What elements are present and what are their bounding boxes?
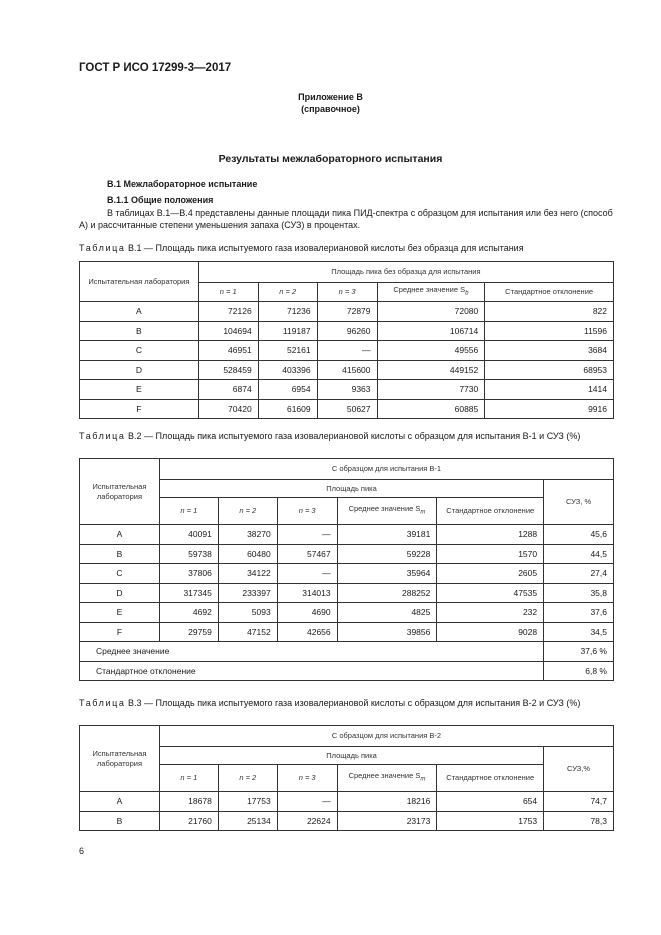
table3-suz-header: СУЗ,% (544, 747, 614, 792)
table2-mean-row-value: 37,6 % (544, 642, 614, 662)
lab-cell: D (80, 360, 199, 380)
suz-cell: 74,7 (544, 792, 614, 812)
table1-group-header: Площадь пика без образца для испытания (198, 262, 613, 283)
table2-mean-row (80, 642, 614, 662)
suz-cell: 78,3 (544, 811, 614, 831)
lab-cell: F (80, 622, 160, 642)
n3-cell: 9363 (317, 380, 377, 400)
table2-caption-text: В.2 — Площадь пика испытуемого газа изовалериановой кислоты с образцом для испытания В-1 и СУЗ (%) (125, 431, 581, 441)
suz-cell: 27,4 (544, 564, 614, 584)
lab-cell: B (80, 544, 160, 564)
std-cell: 1570 (437, 544, 544, 564)
table3-n3-header: n = 3 (277, 765, 337, 792)
n3-cell: 96260 (317, 321, 377, 341)
table3-caption (79, 697, 617, 710)
lab-cell: E (80, 380, 199, 400)
n2-cell: 38270 (218, 525, 277, 545)
n1-cell: 37806 (159, 564, 218, 584)
table2 (79, 458, 614, 681)
table3-mean-header-sub: m (420, 776, 426, 783)
table3-group-header: С образцом для испытания В-2 (159, 726, 613, 747)
std-cell: 1753 (437, 811, 544, 831)
table-row (80, 811, 614, 831)
mean-cell: 288252 (337, 583, 437, 603)
n2-cell: 6954 (258, 380, 317, 400)
n1-cell: 70420 (198, 399, 258, 419)
table3-mean-header-text: Среднее значение S (348, 771, 421, 781)
n3-cell: 72879 (317, 302, 377, 322)
page-number: 6 (79, 846, 85, 856)
n1-cell: 4692 (159, 603, 218, 623)
table2-suz-header: СУЗ, % (544, 480, 614, 525)
std-cell: 232 (437, 603, 544, 623)
table-row (80, 360, 614, 380)
suz-cell: 34,5 (544, 622, 614, 642)
mean-cell: 449152 (377, 360, 485, 380)
std-cell: 47535 (437, 583, 544, 603)
lab-cell: E (80, 603, 160, 623)
table3-std-header: Стандартное отклонение (437, 765, 544, 792)
table-row (80, 544, 614, 564)
table-row (80, 302, 614, 322)
table2-peak-area-header: Площадь пика (159, 480, 543, 498)
table1-std-header: Стандартное отклонение (485, 283, 614, 302)
lab-cell: C (80, 564, 160, 584)
lab-cell: B (80, 321, 199, 341)
n2-cell: 52161 (258, 341, 317, 361)
table3-lab-header: Испытательная лаборатория (80, 726, 160, 792)
mean-cell: 106714 (377, 321, 485, 341)
table3 (79, 725, 614, 831)
mean-cell: 49556 (377, 341, 485, 361)
lab-cell: A (80, 302, 199, 322)
n1-cell: 528459 (198, 360, 258, 380)
n2-cell: 17753 (218, 792, 277, 812)
table2-caption-label: Таблица (79, 431, 126, 441)
table1-caption-label: Таблица (79, 243, 126, 253)
table2-group-header: С образцом для испытания В-1 (159, 459, 613, 480)
table2-n3-header: n = 3 (277, 498, 337, 525)
table2-std-row (80, 661, 614, 681)
annex-subtitle: (справочное) (301, 104, 360, 114)
mean-cell: 60885 (377, 399, 485, 419)
mean-cell: 39856 (337, 622, 437, 642)
table-row (80, 564, 614, 584)
mean-cell: 4825 (337, 603, 437, 623)
table3-caption-text: В.3 — Площадь пика испытуемого газа изовалериановой кислоты с образцом для испытания В-2 и СУЗ (%) (125, 698, 581, 708)
table2-n1-header: n = 1 (159, 498, 218, 525)
intro-paragraph (79, 207, 617, 231)
n3-cell: — (277, 564, 337, 584)
annex-heading (0, 91, 661, 115)
table1 (79, 261, 614, 419)
table-row (80, 792, 614, 812)
n1-cell: 72126 (198, 302, 258, 322)
n3-cell: 42656 (277, 622, 337, 642)
lab-cell: A (80, 792, 160, 812)
table1-caption (79, 242, 617, 255)
n3-cell: 415600 (317, 360, 377, 380)
n1-cell: 317345 (159, 583, 218, 603)
table-row (80, 603, 614, 623)
n3-cell: 50627 (317, 399, 377, 419)
n1-cell: 46951 (198, 341, 258, 361)
table-row (80, 321, 614, 341)
std-cell: 2605 (437, 564, 544, 584)
suz-cell: 45,6 (544, 525, 614, 545)
mean-cell: 59228 (337, 544, 437, 564)
table-row (80, 380, 614, 400)
table1-mean-header-text: Среднее значение S (393, 285, 466, 295)
n1-cell: 29759 (159, 622, 218, 642)
intro-paragraph-text: В таблицах В.1—В.4 представлены данные площади пика ПИД-спектра с образцом для испытания или без него (способ А) и рассчитанные степени уменьшения запаха (СУЗ) в процентах. (79, 208, 613, 230)
suz-cell: 37,6 (544, 603, 614, 623)
n1-cell: 21760 (159, 811, 218, 831)
table3-mean-header (337, 765, 437, 792)
mean-cell: 18216 (337, 792, 437, 812)
table3-caption-label: Таблица (79, 698, 126, 708)
mean-cell: 35964 (337, 564, 437, 584)
lab-cell: B (80, 811, 160, 831)
table2-std-row-value: 6,8 % (544, 661, 614, 681)
n3-cell: 22624 (277, 811, 337, 831)
table3-n2-header: n = 2 (218, 765, 277, 792)
table1-mean-header-sub: b (465, 290, 469, 297)
n2-cell: 61609 (258, 399, 317, 419)
n2-cell: 119187 (258, 321, 317, 341)
table-row (80, 622, 614, 642)
annex-title: Приложение В (298, 92, 363, 102)
n3-cell: 57467 (277, 544, 337, 564)
std-cell: 1288 (437, 525, 544, 545)
table1-caption-text: В.1 — Площадь пика испытуемого газа изовалериановой кислоты без образца для испытания (125, 243, 524, 253)
n1-cell: 6874 (198, 380, 258, 400)
table2-mean-row-label: Среднее значение (80, 642, 544, 662)
std-cell: 9028 (437, 622, 544, 642)
table1-lab-header: Испытательная лаборатория (80, 262, 199, 302)
n3-cell: — (277, 525, 337, 545)
lab-cell: F (80, 399, 199, 419)
lab-cell: A (80, 525, 160, 545)
mean-cell: 72080 (377, 302, 485, 322)
table-row (80, 399, 614, 419)
n2-cell: 233397 (218, 583, 277, 603)
table2-mean-header (337, 498, 437, 525)
std-cell: 654 (437, 792, 544, 812)
table2-lab-header: Испытательная лаборатория (80, 459, 160, 525)
section-title: Результаты межлабораторного испытания (218, 153, 443, 165)
std-cell: 11596 (485, 321, 614, 341)
std-cell: 68953 (485, 360, 614, 380)
mean-cell: 39181 (337, 525, 437, 545)
table2-caption (79, 430, 617, 443)
table2-n2-header: n = 2 (218, 498, 277, 525)
n3-cell: 4690 (277, 603, 337, 623)
table1-n2-header: n = 2 (258, 283, 317, 302)
n2-cell: 5093 (218, 603, 277, 623)
document-id: ГОСТ Р ИСО 17299-3—2017 (79, 62, 232, 74)
table2-std-header: Стандартное отклонение (437, 498, 544, 525)
table2-mean-header-sub: m (420, 509, 426, 516)
std-cell: 822 (485, 302, 614, 322)
lab-cell: C (80, 341, 199, 361)
n2-cell: 25134 (218, 811, 277, 831)
suz-cell: 35,8 (544, 583, 614, 603)
n2-cell: 60480 (218, 544, 277, 564)
n2-cell: 47152 (218, 622, 277, 642)
n2-cell: 34122 (218, 564, 277, 584)
table1-n1-header: n = 1 (198, 283, 258, 302)
lab-cell: D (80, 583, 160, 603)
std-cell: 1414 (485, 380, 614, 400)
mean-cell: 7730 (377, 380, 485, 400)
table1-n3-header: n = 3 (317, 283, 377, 302)
n3-cell: — (277, 792, 337, 812)
n2-cell: 71236 (258, 302, 317, 322)
subsubsection-heading: В.1.1 Общие положения (107, 195, 214, 205)
n3-cell: — (317, 341, 377, 361)
table-row (80, 341, 614, 361)
n1-cell: 59738 (159, 544, 218, 564)
std-cell: 9916 (485, 399, 614, 419)
n1-cell: 18678 (159, 792, 218, 812)
table2-mean-header-text: Среднее значение S (348, 504, 421, 514)
mean-cell: 23173 (337, 811, 437, 831)
table3-peak-area-header: Площадь пика (159, 747, 543, 765)
table-row (80, 583, 614, 603)
std-cell: 3684 (485, 341, 614, 361)
n2-cell: 403396 (258, 360, 317, 380)
table-row (80, 525, 614, 545)
subsection-heading: В.1 Межлабораторное испытание (107, 179, 258, 189)
n3-cell: 314013 (277, 583, 337, 603)
table1-mean-header (377, 283, 485, 302)
table2-std-row-label: Стандартное отклонение (80, 661, 544, 681)
suz-cell: 44,5 (544, 544, 614, 564)
n1-cell: 104694 (198, 321, 258, 341)
table3-n1-header: n = 1 (159, 765, 218, 792)
n1-cell: 40091 (159, 525, 218, 545)
